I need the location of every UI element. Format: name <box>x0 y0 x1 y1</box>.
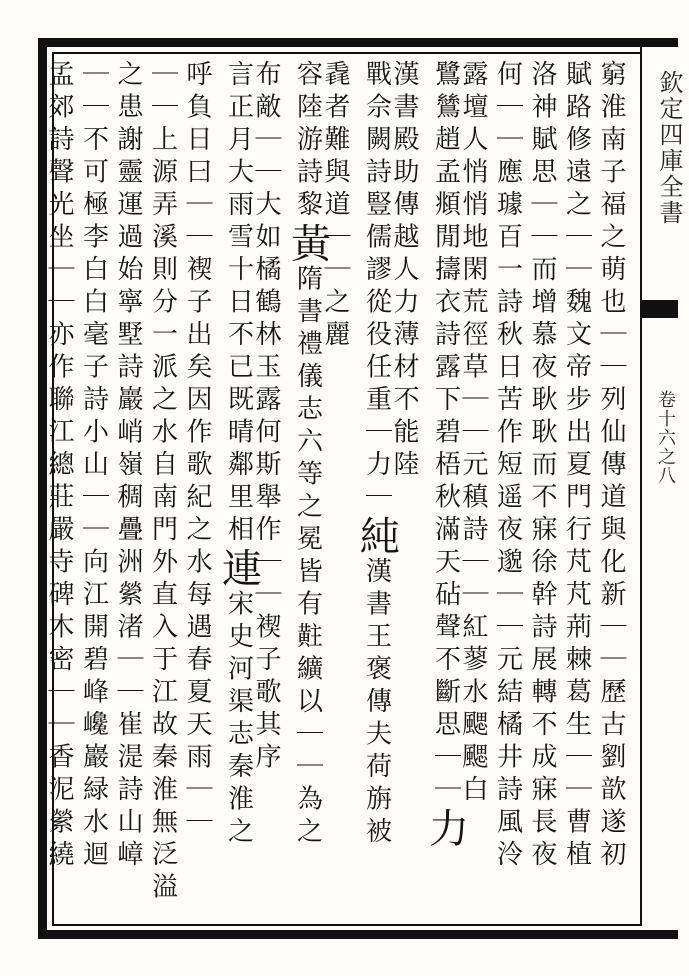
headword: 力 <box>422 807 469 850</box>
column-text: 列仙傳道與化新｜｜歷古劉歆遂初 <box>596 385 626 873</box>
text-column <box>353 60 400 920</box>
center-fold-rule <box>640 47 642 926</box>
column-text: 賦路修遠之｜｜魏文帝步出夏門行芃芃荊棘葛生｜｜曹植 <box>561 60 592 873</box>
column-text: 言正月大雨雪十日不已既晴鄰里相 <box>223 60 254 548</box>
column-text: 呼負日曰｜｜褉子出矣因作歌紀之 <box>182 60 212 548</box>
column-text: 洛神賦思｜｜而增慕夜耿耿而不寐徐幹詩展轉不成寐長夜 <box>527 60 557 873</box>
edge-volume: 卷十六之八 <box>655 390 676 485</box>
fishtail-mark-line <box>640 316 678 318</box>
headword: 連 <box>215 547 262 590</box>
column-text: 容陸游詩黎 <box>292 60 323 223</box>
column-text: 力薄材不能陸 <box>389 287 419 483</box>
text-column <box>422 60 469 920</box>
text-column <box>561 60 592 920</box>
column-text: 露壇人悄悄地閑荒徑草｜｜元稹詩｜｜紅蓼水颸颸白 <box>458 60 488 808</box>
edge-title: 欽定四庫全書 <box>655 70 683 226</box>
text-column <box>529 60 555 920</box>
column-text: 毳者難與道｜｜之麗 <box>320 60 350 353</box>
text-column <box>184 60 210 920</box>
column-text: 布敵｜｜ <box>251 60 281 190</box>
column-text: 之患謝靈運過始寧墅詩巖峭嶺稠疊洲縈渚｜｜崔湜詩山嶂 <box>113 60 143 873</box>
column-text: 窮淮南子福之萌也｜｜ <box>596 60 626 385</box>
fishtail-mark <box>640 300 678 316</box>
text-column <box>147 60 178 920</box>
column-text: 漢書王褒傳夫荷旃被 <box>361 557 392 850</box>
text-column <box>492 60 523 920</box>
frame-inner-bottom-rule <box>52 924 642 926</box>
column-text: 大如橘鶴林玉露何斯舉作｜｜褉子歌其序 <box>251 190 281 775</box>
column-text: 戰佘闕詩豎儒謬從役任重｜力｜ <box>361 60 392 515</box>
column-text: 宋史河渠志秦淮之 <box>223 589 254 850</box>
text-column <box>284 60 331 920</box>
column-text: ｜｜不可極李白白毫子詩小山｜｜向江開碧峰巉巖緑水迴 <box>78 60 109 873</box>
column-text: 鷺鷥趙孟頫閒擣衣詩露下碧梧秋滿天砧聲不斷思｜｜ <box>430 60 461 808</box>
text-column <box>115 60 141 920</box>
headword: 黃 <box>284 222 331 265</box>
column-text: 孟郊詩聲光坐｜｜亦作聯江總莊嚴寺碑木密｜｜香泥縈繞 <box>44 60 74 873</box>
column-text: 何｜｜應璩百一詩秋日苦作短遥夜邈｜｜元結橘井詩風泠 <box>492 60 523 873</box>
column-text: 隋書禮儀志六等之冕皆有黈纊以｜｜為之 <box>292 264 323 850</box>
text-column <box>46 60 72 920</box>
frame-top-border <box>38 38 678 47</box>
column-text: ｜｜上源弄溪則分一派之水自南門外直入于江故秦淮無泛溢 <box>147 60 178 905</box>
column-text: 漢書殿助傳越人 <box>389 60 419 288</box>
headword: 純 <box>353 515 400 557</box>
frame-inner-top-rule <box>52 52 642 54</box>
text-column <box>598 60 624 920</box>
text-column <box>215 60 262 920</box>
text-column <box>78 60 109 920</box>
column-text: 水每遇春夏天雨｜｜ <box>182 547 212 840</box>
frame-bottom-border <box>38 930 678 939</box>
